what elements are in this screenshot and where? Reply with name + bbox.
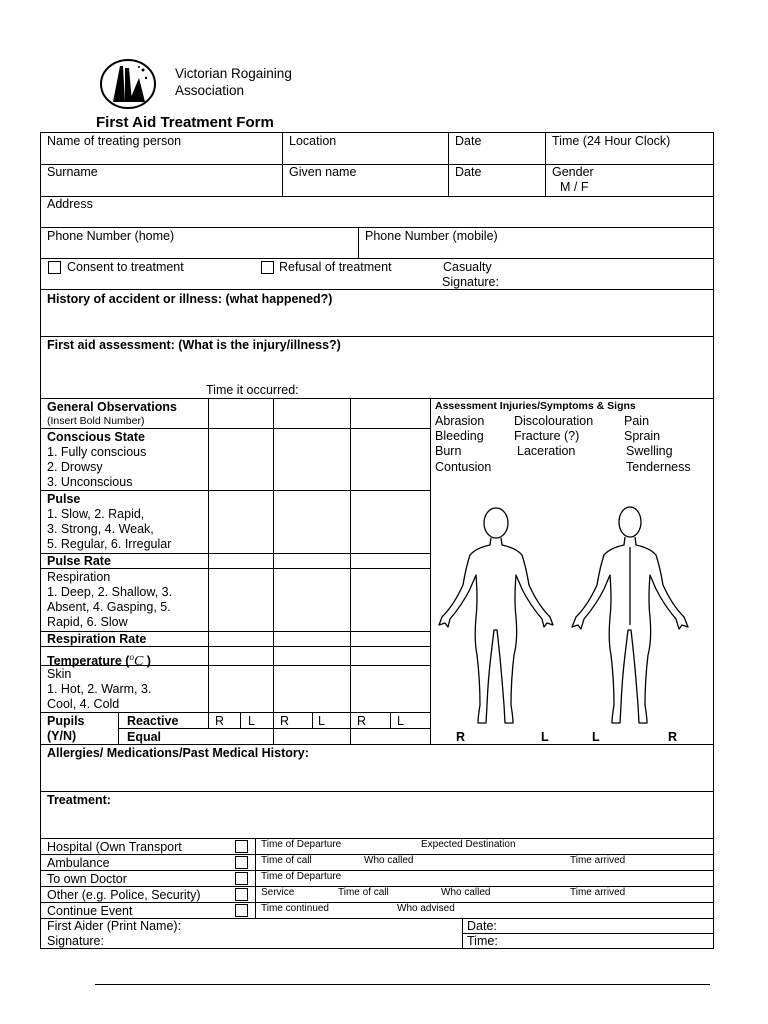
laceration-label: Laceration	[517, 444, 576, 458]
hospital-checkbox[interactable]	[235, 840, 248, 853]
ambulance-who-label: Who called	[364, 855, 414, 866]
org-name-line2: Association	[175, 83, 245, 98]
gender-label: Gender	[552, 165, 594, 179]
consent-checkbox[interactable]	[48, 261, 61, 274]
abrasion-label: Abrasion	[435, 414, 485, 428]
ambulance-checkbox[interactable]	[235, 856, 248, 869]
figure-front-right: R	[456, 730, 466, 744]
fracture-label: Fracture (?)	[514, 429, 580, 443]
sprain-label: Sprain	[624, 429, 661, 443]
bleeding-label: Bleeding	[435, 429, 484, 443]
pupil-r-1: R	[215, 714, 225, 728]
hospital-destination-label: Expected Destination	[421, 839, 516, 850]
other-who-label: Who called	[441, 887, 491, 898]
pain-label: Pain	[624, 414, 650, 428]
insert-bold-number-label: (Insert Bold Number)	[47, 415, 145, 427]
ambulance-label: Ambulance	[47, 856, 110, 870]
figure-back-right: R	[668, 730, 678, 744]
date-label: Date	[455, 134, 482, 148]
pupil-l-2: L	[318, 714, 325, 728]
form-title: First Aid Treatment Form	[96, 114, 274, 131]
pulse-rate-label: Pulse Rate	[47, 554, 111, 568]
pupils-label: Pupils (Y/N)	[47, 714, 85, 743]
other-service-label: Service	[261, 887, 295, 898]
ambulance-arrived-label: Time arrived	[570, 855, 626, 866]
continue-who-label: Who advised	[397, 903, 455, 914]
hospital-time-label: Time of Departure	[261, 839, 342, 850]
general-observations-label: General Observations	[47, 400, 177, 414]
respiration-options: Respiration 1. Deep, 2. Shallow, 3. Absent, 4. Gasping, 5. Rapid, 6. Slow	[47, 570, 173, 629]
gender-options: M / F	[560, 180, 589, 194]
reactive-label: Reactive	[127, 714, 179, 728]
doctor-label: To own Doctor	[47, 872, 127, 886]
refusal-checkbox[interactable]	[261, 261, 274, 274]
skin-options: Skin 1. Hot, 2. Warm, 3. Cool, 4. Cold	[47, 667, 152, 711]
assessment-label: First aid assessment: (What is the injury/illness?)	[47, 338, 341, 352]
pulse-options: 1. Slow, 2. Rapid, 3. Strong, 4. Weak, 5. Regular, 6. Irregular	[47, 507, 172, 551]
equal-label: Equal	[127, 730, 162, 744]
casualty-label: Casualty	[443, 260, 492, 274]
vra-logo-icon	[99, 58, 157, 110]
doctor-time-label: Time of Departure	[261, 871, 342, 882]
time-occurred-label: Time it occurred:	[206, 383, 299, 397]
ambulance-call-label: Time of call	[261, 855, 312, 866]
treatment-label: Treatment:	[47, 793, 111, 807]
respiration-rate-label: Respiration Rate	[47, 632, 147, 646]
refusal-label: Refusal of treatment	[279, 260, 392, 274]
temperature-label: Temperature ($^o$C )	[47, 652, 151, 670]
continue-label: Continue Event	[47, 904, 133, 918]
history-label: History of accident or illness: (what happened?)	[47, 292, 333, 306]
other-call-label: Time of call	[338, 887, 389, 898]
contusion-label: Contusion	[435, 460, 492, 474]
body-front-figure-icon	[436, 505, 561, 730]
figure-back-left: L	[592, 730, 600, 744]
pupil-r-2: R	[280, 714, 290, 728]
phone-home-label: Phone Number (home)	[47, 229, 175, 243]
location-label: Location	[289, 134, 337, 148]
conscious-state-label: Conscious State	[47, 430, 145, 444]
conscious-state-options: 1. Fully conscious 2. Drowsy 3. Unconscious	[47, 445, 147, 489]
figure-front-left: L	[541, 730, 549, 744]
consent-label: Consent to treatment	[67, 260, 184, 274]
body-back-figure-icon	[568, 505, 693, 730]
phone-mobile-label: Phone Number (mobile)	[365, 229, 498, 243]
other-arrived-label: Time arrived	[570, 887, 626, 898]
pupil-l-1: L	[248, 714, 255, 728]
bottom-rule	[95, 984, 710, 985]
continue-checkbox[interactable]	[235, 904, 248, 917]
swelling-label: Swelling	[626, 444, 673, 458]
doctor-checkbox[interactable]	[235, 872, 248, 885]
discolouration-label: Discolouration	[514, 414, 594, 428]
date-label-2: Date	[455, 165, 482, 179]
footer-time-label: Time:	[467, 934, 498, 948]
other-checkbox[interactable]	[235, 888, 248, 901]
pupil-l-3: L	[397, 714, 404, 728]
tenderness-label: Tenderness	[626, 460, 691, 474]
given-name-label: Given name	[289, 165, 357, 179]
injuries-title: Assessment Injuries/Symptoms & Signs	[435, 400, 636, 412]
continue-time-label: Time continued	[261, 903, 329, 914]
time-label: Time (24 Hour Clock)	[552, 134, 671, 148]
surname-label: Surname	[47, 165, 98, 179]
org-name-line1: Victorian Rogaining	[175, 66, 292, 81]
casualty-signature-label: Signature:	[442, 275, 499, 289]
treating-person-label: Name of treating person	[47, 134, 182, 148]
pulse-label: Pulse	[47, 492, 81, 506]
address-label: Address	[47, 197, 93, 211]
allergies-label: Allergies/ Medications/Past Medical History:	[47, 746, 309, 760]
first-aider-signature-label: Signature:	[47, 934, 104, 948]
burn-label: Burn	[435, 444, 462, 458]
footer-date-label: Date:	[467, 919, 497, 933]
hospital-label: Hospital (Own Transport	[47, 840, 182, 854]
pupil-r-3: R	[357, 714, 367, 728]
first-aider-label: First Aider (Print Name):	[47, 919, 182, 933]
other-label: Other (e.g. Police, Security)	[47, 888, 201, 902]
